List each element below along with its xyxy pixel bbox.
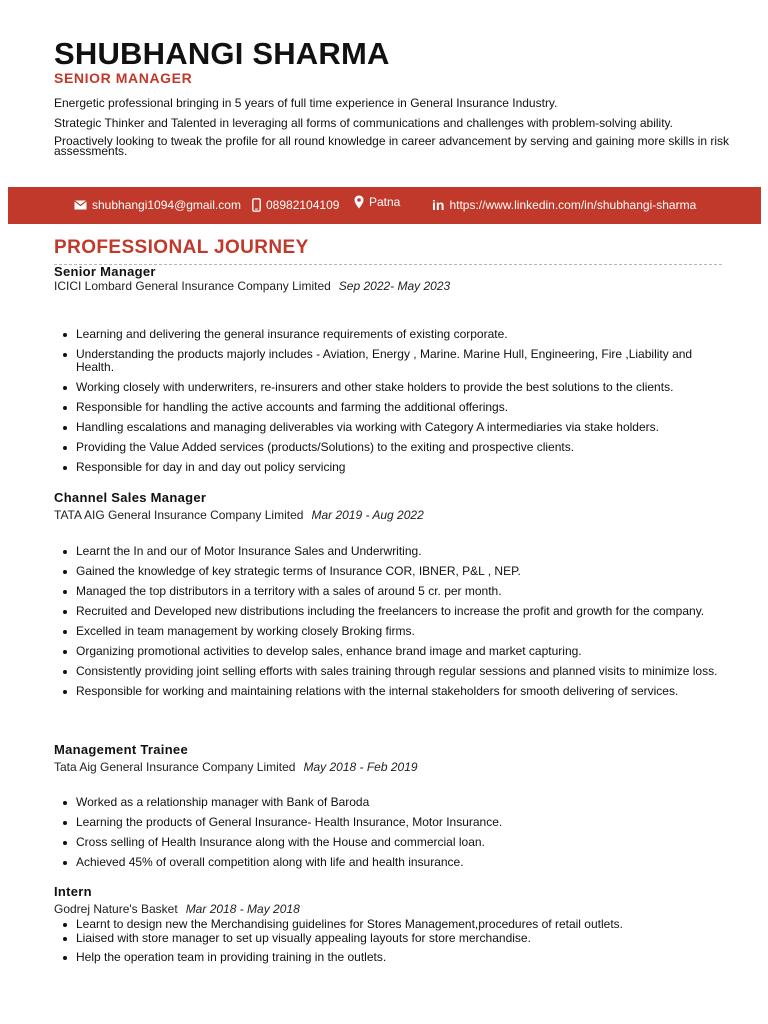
contact-bar [8,187,761,224]
list-item: Excelled in team management by working closely Broking firms. [62,625,732,638]
contact-email[interactable] [74,198,241,212]
list-item: Achieved 45% of overall competition along with life and health insurance. [62,856,732,869]
linkedin-url: https://www.linkedin.com/in/shubhangi-sharma [449,198,697,212]
job-bullets [62,918,732,965]
job-dates: May 2018 - Feb 2019 [303,760,418,774]
list-item: Liaised with store manager to set up visually appealing layouts for store merchandise. [62,932,732,945]
job-bullets [62,796,732,876]
company-name: Tata Aig General Insurance Company Limited [54,760,296,774]
company-name: ICICI Lombard General Insurance Company Limited [54,279,331,293]
profile-summary [54,96,734,162]
contact-phone[interactable] [252,198,339,212]
job-title: Intern [54,884,92,899]
job-meta [54,760,744,774]
job-meta [54,279,744,293]
job-bullets [62,545,732,705]
list-item: Learnt the In and our of Motor Insurance Sales and Underwriting. [62,545,732,558]
summary-line: Strategic Thinker and Talented in leveraging all forms of communications and challenges with problem-solving ability. [54,116,673,130]
location-pin-icon [354,195,364,209]
phone-icon [252,198,261,212]
list-item: Managed the top distributors in a territory with a sales of around 5 cr. per month. [62,585,732,598]
company-name: TATA AIG General Insurance Company Limited [54,508,304,522]
job-title: Senior Manager [54,264,156,279]
phone-text: 08982104109 [266,198,340,212]
envelope-icon [74,200,87,210]
list-item: Organizing promotional activities to develop sales, enhance brand image and market capturing. [62,645,732,658]
job-entry [54,884,744,916]
job-entry [54,490,744,522]
job-title: Management Trainee [54,742,188,757]
job-dates: Sep 2022- May 2023 [338,279,451,293]
list-item: Recruited and Developed new distributions including the freelancers to increase the profit and growth for the company. [62,605,732,618]
list-item: Worked as a relationship manager with Bank of Baroda [62,796,732,809]
job-dates: Mar 2019 - Aug 2022 [311,508,424,522]
job-title: Channel Sales Manager [54,490,207,505]
candidate-role: SENIOR MANAGER [54,70,193,86]
list-item: Learning and delivering the general insurance requirements of existing corporate. [62,328,732,341]
list-item: Help the operation team in providing training in the outlets. [62,951,732,964]
job-entry [54,264,744,293]
list-item: Handling escalations and managing deliverables via working with Category A intermediaries via stake holders. [62,421,732,434]
list-item: Consistently providing joint selling efforts with sales training through regular sessions and planned visits to minimize loss. [62,665,732,678]
job-entry [54,742,744,774]
list-item: Understanding the products majorly includes - Aviation, Energy , Marine. Marine Hull, Engineering, Fire ,Liability and Health. [62,348,732,374]
list-item: Responsible for day in and day out policy servicing [62,461,732,474]
candidate-name: SHUBHANGI SHARMA [54,36,390,71]
contact-location [354,195,400,209]
section-title-professional-journey: PROFESSIONAL JOURNEY [54,237,309,258]
location-text: Patna [369,195,401,209]
list-item: Responsible for handling the active accounts and farming the additional offerings. [62,401,732,414]
list-item: Cross selling of Health Insurance along with the House and commercial loan. [62,836,732,849]
email-text: shubhangi1094@gmail.com [92,198,241,212]
contact-linkedin[interactable] [432,198,696,212]
list-item: Learning the products of General Insurance- Health Insurance, Motor Insurance. [62,816,732,829]
linkedin-icon: in [432,197,445,213]
list-item: Learnt to design new the Merchandising guidelines for Stores Management,procedures of retail outlets. [62,918,732,931]
summary-line: Proactively looking to tweak the profile for all round knowledge in career advancement by serving and gaining more skills in risk assessments. [54,134,730,158]
job-meta [54,902,744,916]
company-name: Godrej Nature's Basket [54,902,178,916]
list-item: Providing the Value Added services (products/Solutions) to the exiting and prospective clients. [62,441,732,454]
list-item: Gained the knowledge of key strategic terms of Insurance COR, IBNER, P&L , NEP. [62,565,732,578]
summary-line: Energetic professional bringing in 5 years of full time experience in General Insurance Industry. [54,96,558,110]
list-item: Working closely with underwriters, re-insurers and other stake holders to provide the best solutions to the clients. [62,381,732,394]
job-dates: Mar 2018 - May 2018 [185,902,300,916]
job-bullets [62,328,732,481]
job-meta [54,508,744,522]
list-item: Responsible for working and maintaining relations with the internal stakeholders for smooth delivering of services. [62,685,732,698]
